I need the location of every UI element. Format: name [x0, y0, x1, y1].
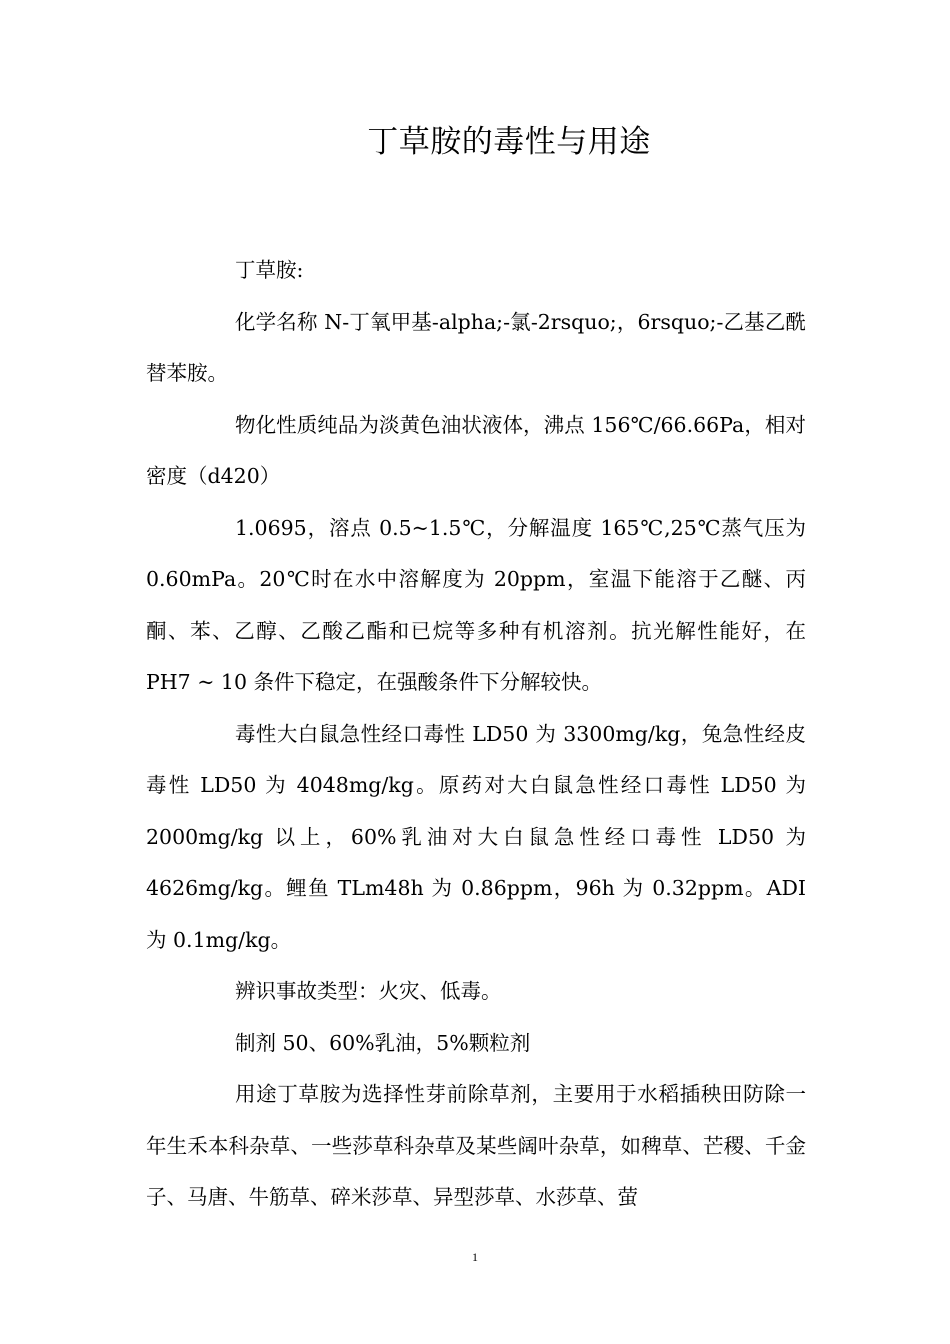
document-body: [146, 245, 806, 1224]
paragraph-usage: 用途丁草胺为选择性芽前除草剂，主要用于水稻插秧田防除一年生禾本科杂草、一些莎草科杂草及某些阔叶杂草，如稗草、芒稷、千金子、马唐、牛筋草、碎米莎草、异型莎草、水莎草、萤: [146, 1082, 806, 1209]
paragraph-properties: 物化性质纯品为淡黄色油状液体，沸点 156℃/66.66Pa，相对密度（d420）: [146, 412, 806, 488]
paragraph-properties-continued: 1.0695，溶点 0.5~1.5℃，分解温度 165℃,25℃蒸气压为 0.60mPa。20℃时在水中溶解度为 20ppm，室温下能溶于乙醚、丙酮、苯、乙醇、乙酸乙酯和已烷等多种有机溶剂。抗光解性能好，在 PH7 ~ 10 条件下稳定，在强酸条件下分解较快。: [146, 515, 806, 694]
paragraph-toxicity: 毒性大白鼠急性经口毒性 LD50 为 3300mg/kg，兔急性经皮毒性 LD50 为 4048mg/kg。原药对大白鼠急性经口毒性 LD50 为 2000mg/kg 以上，60%乳油对大白鼠急性经口毒性 LD50 为 4626mg/kg。鲤鱼 TLm48h 为 0.86ppm，96h 为 0.32ppm。ADI 为 0.1mg/kg。: [146, 721, 806, 952]
page-number: 1: [472, 1250, 478, 1264]
paragraph-chemical-name: 化学名称 N-丁氧甲基-alpha;-氯-2rsquo;，6rsquo;-乙基乙酰替苯胺。: [146, 309, 806, 385]
paragraph-formulation: 制剂 50、60%乳油，5%颗粒剂: [235, 1030, 531, 1055]
paragraph-accident-type: 辨识事故类型：火灾、低毒。: [235, 979, 502, 1003]
paragraph-heading: 丁草胺:: [235, 258, 304, 282]
document-title: 丁草胺的毒性与用途: [367, 124, 651, 160]
